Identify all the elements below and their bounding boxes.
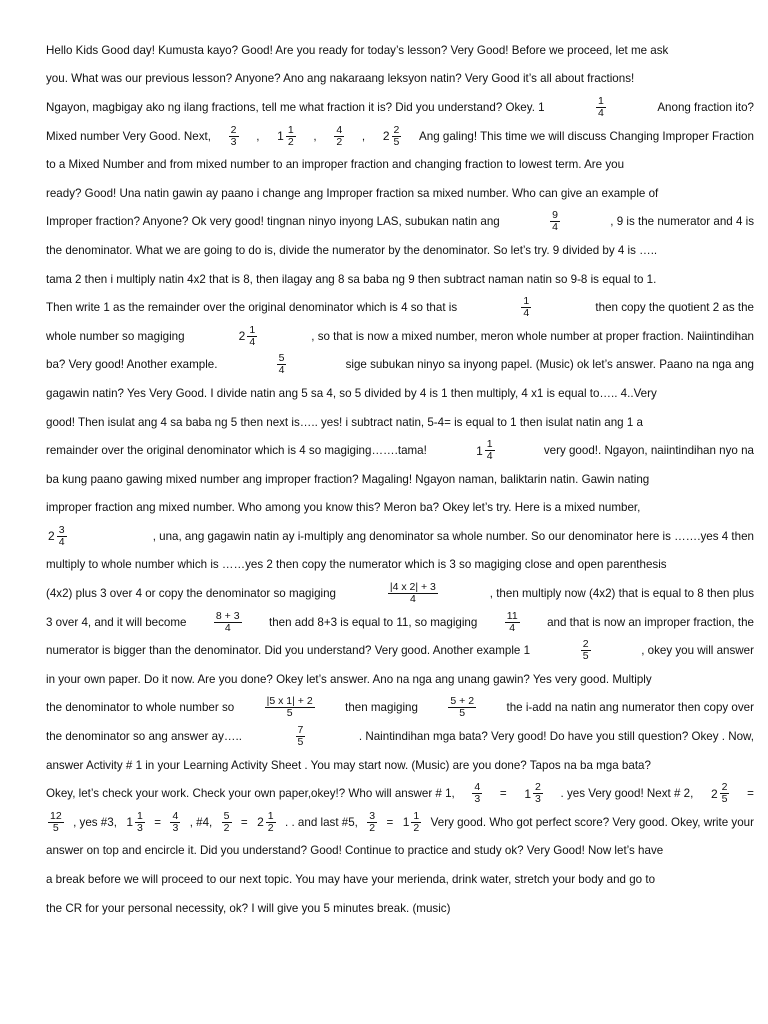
text-line: answer Activity # 1 in your Learning Activity Sheet . You may start now. (Music) are you done? Tapos na ba mga bata? — [46, 758, 651, 772]
text-line: Then write 1 as the remainder over the original denominator which is 4 so that is $\frac{1}{4}$ then copy the quotient 2 as the — [46, 295, 754, 320]
text-line: numerator is bigger than the denominator. Did you understand? Very good. Another example 1 $\frac{2}{5}$ , okey you will answer — [46, 638, 754, 663]
text-line: Improper fraction? Anyone? Ok very good! tingnan ninyo inyong LAS, subukan natin ang $\frac{9}{4}$ , 9 is the numerator and 4 is — [46, 209, 754, 234]
text-line: you. What was our previous lesson? Anyone? Ano ang nakaraang leksyon natin? Very Good it’s all about fractions! — [46, 72, 635, 86]
text-line: Hello Kids Good day! Kumusta kayo? Good! Are you ready for today’s lesson? Very Good! Before we proceed, let me ask — [46, 43, 669, 57]
text-line: in your own paper. Do it now. Are you done? Okey let’s answer. Ano na nga ang unang gawin? Yes very good. Multiply — [46, 672, 652, 686]
text-line: Ngayon, magbigay ako ng ilang fractions, tell me what fraction it is? Did you understand? Okey. 1 $\frac{1}{4}$ Anong fraction ito? — [46, 94, 754, 119]
text-line: 2 $\frac{3}{4}$ , una, ang gagawin natin ay i-multiply ang denominator sa whole number. So our denominator here is …….yes 4 then — [48, 523, 754, 548]
fraction: $\frac{4}{3}$ — [172, 809, 179, 834]
text-line: the denominator to whole number so $\frac{|5 x 1| + 2}{5}$ then magiging $\frac{5 + 2}{5}$ the i-add na natin ang numerator then copy over — [46, 695, 754, 720]
fraction: $\frac{2}{3}$ — [230, 123, 237, 148]
fraction: $\frac{2}{5}$ — [582, 638, 589, 663]
text-line: the CR for your personal necessity, ok? I will give you 5 minutes break. (music) — [46, 901, 451, 915]
mixed-number: 2 $\frac{2}{5}$ — [710, 781, 728, 806]
text-line: a break before we will proceed to our next topic. You may have your merienda, drink water, stretch your body and go to — [46, 873, 656, 887]
text-line: to a Mixed Number and from mixed number to an improper fraction and changing fraction to lowest term. Are you — [46, 158, 625, 172]
text-line: ready? Good! Una natin gawin ay paano i change ang Improper fraction sa mixed number. Who can give an example of — [46, 186, 659, 200]
text-line: $\frac{12}{5}$ , yes #3, 1 $\frac{1}{3}$ = $\frac{4}{3}$ , #4, $\frac{5}{2}$ = 2 $\frac{1}{2}$ . . and last #5, $\frac{3}{2}$ = 1 $\frac{1}{2}$ Very good. Who got perfect score? Very good. Okey, write your — [50, 809, 754, 834]
fraction: $\frac{4}{3}$ — [474, 781, 481, 806]
fraction: $\frac{5}{4}$ — [278, 352, 285, 377]
mixed-number: 2 $\frac{1}{4}$ — [238, 323, 256, 348]
text-line: ba? Very good! Another example. $\frac{5}{4}$ sige subukan ninyo sa inyong papel. (Music) ok let’s answer. Paano na nga ang — [46, 352, 754, 377]
fraction: $\frac{3}{2}$ — [369, 809, 376, 834]
fraction: $\frac{4}{2}$ — [336, 123, 343, 148]
fraction: $\frac{5 + 2}{5}$ — [450, 695, 475, 720]
fraction: $\frac{11}{4}$ — [506, 609, 518, 634]
mixed-number: 2 $\frac{3}{4}$ — [48, 523, 65, 548]
text-line: whole number so magiging 2 $\frac{1}{4}$ , so that is now a mixed number, meron whole number at proper fraction. Naiintindihan — [46, 323, 754, 348]
fraction: $\frac{1}{4}$ — [598, 94, 604, 119]
mixed-number: 2 $\frac{2}{5}$ — [382, 123, 400, 148]
mixed-number: 1 $\frac{1}{3}$ — [126, 809, 143, 834]
text-line: tama 2 then i multiply natin 4x2 that is 8, then ilagay ang 8 sa baba ng 9 then subtract naman natin so 9-8 is equal to 1. — [46, 272, 657, 286]
text-line: the denominator so ang answer ay….. $\frac{7}{5}$ . Naintindihan mga bata? Very good! Do have you still question? Okey . Now, — [46, 724, 754, 749]
text-line: Mixed number Very Good. Next, $\frac{2}{3}$ , 1 $\frac{1}{2}$ , $\frac{4}{2}$ , 2 $\frac{2}{5}$ Ang galing! This time we will discuss Changing Improper Fraction — [46, 123, 754, 148]
lesson-document — [46, 36, 754, 922]
text-line: 3 over 4, and it will become $\frac{8 + 3}{4}$ then add 8+3 is equal to 11, so magiging $\frac{11}{4}$ and that is now an improper fraction, the — [46, 609, 754, 634]
fraction: $\frac{9}{4}$ — [552, 209, 558, 234]
mixed-number: 2 $\frac{1}{2}$ — [257, 809, 274, 834]
fraction: $\frac{|4 x 2| + 3}{4}$ — [389, 581, 436, 606]
text-line: improper fraction ang mixed number. Who among you know this? Meron ba? Okey let’s try. Here is a mixed number, — [46, 501, 641, 515]
text-line: answer on top and encircle it. Did you understand? Good! Continue to practice and study ok? Very Good! Now let’s have — [46, 844, 664, 858]
text-line: good! Then isulat ang 4 sa baba ng 5 then next is….. yes! i subtract natin, 5-4= is equal to 1 then isulat natin ang 1 a — [46, 415, 643, 429]
text-line: ba kung paano gawing mixed number ang improper fraction? Magaling! Ngayon naman, baliktarin natin. Gawin nating — [46, 472, 650, 486]
text-line: (4x2) plus 3 over 4 or copy the denominator so magiging $\frac{|4 x 2| + 3}{4}$ , then multiply now (4x2) that is equal to 8 then plus — [46, 581, 754, 606]
fraction: $\frac{1}{4}$ — [523, 295, 530, 320]
text-line: the denominator. What we are going to do is, divide the numerator by the denominator. So let’s try. 9 divided by 4 is ….. — [46, 243, 658, 257]
mixed-number: 1 $\frac{1}{4}$ — [476, 438, 493, 463]
fraction: $\frac{12}{5}$ — [50, 809, 62, 834]
text-line: gagawin natin? Yes Very Good. I divide natin ang 5 sa 4, so 5 divided by 4 is 1 then multiply, 4 x1 is equal to….. 4..Very — [46, 386, 657, 400]
fraction: $\frac{5}{2}$ — [223, 809, 230, 834]
mixed-number: 1 $\frac{1}{2}$ — [402, 809, 420, 834]
text-line: remainder over the original denominator which is 4 so magiging…….tama! 1 $\frac{1}{4}$ very good!. Ngayon, naiintindihan nyo na — [46, 438, 754, 463]
mixed-number: 1 $\frac{2}{3}$ — [524, 781, 541, 806]
fraction: $\frac{|5 x 1| + 2}{5}$ — [266, 695, 313, 720]
fraction: $\frac{7}{5}$ — [297, 724, 304, 749]
text-line: multiply to whole number which is ……yes 2 then copy the numerator which is 3 so magiging close and open parenthesis — [46, 558, 667, 572]
text-line: Okey, let’s check your work. Check your own paper,okey!? Who will answer # 1, $\frac{4}{3}$ = 1 $\frac{2}{3}$ . yes Very good! Next # 2, 2 $\frac{2}{5}$ = — [46, 781, 754, 806]
mixed-number: 1 $\frac{1}{2}$ — [277, 123, 294, 148]
fraction: $\frac{8 + 3}{4}$ — [215, 609, 240, 634]
